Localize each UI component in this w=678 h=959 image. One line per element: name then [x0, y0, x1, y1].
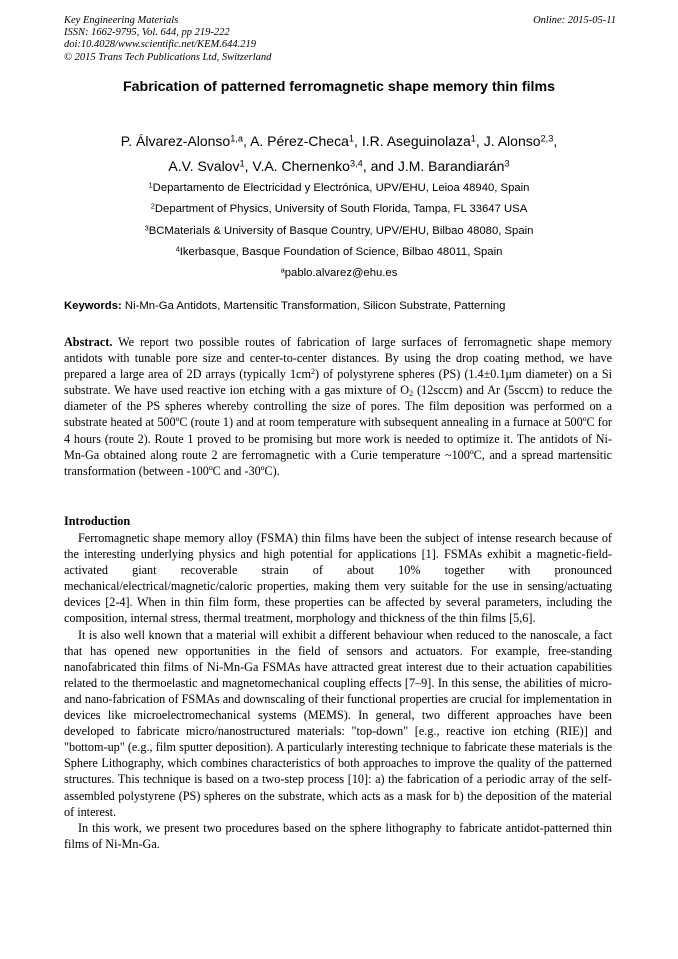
affiliation-3: $^3$BCMaterials & University of Basque Country, UPV/EHU, Bilbao 48080, Spain: [144, 223, 534, 237]
affiliation-1: $^1$Departamento de Electricidad y Electrónica, UPV/EHU, Leioa 48940, Spain: [148, 180, 530, 194]
running-header: [64, 15, 616, 64]
journal-name: Key Engineering Materials: [64, 15, 179, 26]
affiliation-2: $^2$Department of Physics, University of South Florida, Tampa, FL 33647 USA: [150, 201, 528, 216]
author: A. Pérez-Checa$^1$,: [250, 133, 362, 149]
keywords: [64, 300, 624, 312]
paper-title: Fabrication of patterned ferromagnetic shape memory thin films: [122, 79, 555, 95]
author: P. Álvarez-Alonso$^{1,a}$,: [120, 133, 251, 149]
author: I.R. Aseguinolaza$^1$,: [361, 133, 484, 149]
keywords-label: Keywords:: [64, 300, 122, 312]
intro-paragraph-3: In this work, we present two procedures based on the sphere lithography to fabricate antidot-patterned thin films of Ni-Mn-Ga.: [64, 820, 612, 851]
abstract: Abstract. We report two possible routes of fabrication of large surfaces of ferromagnetic shape memory antidots with tunable pore size and center-to-center distances. By using the drop coating method, we have prepared a large area of 2D arrays (typically $1cm^2$) of polystyrene spheres (PS) (1.4±0.1μm diameter) on a Si substrate. We have used reactive ion etching with a gas mixture of $O_2$ (12sccm) and Ar (5sccm) to reduce the diameter of the PS spheres whereby controlling the size of pores. The film deposition was performed on a substrate heated at 500ºC (route 1) and at room temperature with subsequent annealing in a furnace at 500ºC for 4 hours (route 2). Route 1 proved to be promising but more work is needed to optimize it. The antidots of Ni-Mn-Ga obtained along route 2 are ferromagnetic with a Curie temperature ~100ºC, and a spread martensitic transformation (between -100ºC and -30ºC).: [64, 335, 613, 478]
affiliation-4: $^4$Ikerbasque, Basque Foundation of Science, Bilbao 48011, Spain: [175, 244, 503, 258]
introduction-body: [64, 530, 612, 852]
author: J.M. Barandiarán$^3$: [397, 158, 510, 174]
issn-line: ISSN: 1662-9795, Vol. 644, pp 219-222: [64, 27, 230, 39]
affiliation-list: [30, 178, 648, 284]
keywords-text: Ni-Mn-Ga Antidots, Martensitic Transformation, Silicon Substrate, Patterning: [121, 300, 506, 312]
abstract-label: Abstract.: [64, 335, 113, 349]
intro-paragraph-1: Ferromagnetic shape memory alloy (FSMA) thin films have been the subject of intense research because of the interesting underlying physics and high potential for applications [1]. FSMAs exhibit a magnetic-field-activated giant recoverable strain of about 10% together with pronounced mechanical/electrical/magnetic/caloric properties, making them very suitable for the use in sensing/actuating devices [2-4]. When in thin film form, these properties can be affected by several parameters, including the composition, internal stress, thermal treatment, morphology and thickness of the thin films [5,6].: [64, 531, 612, 626]
author: A.V. Svalov$^1$,: [168, 158, 253, 174]
author: V.A. Chernenko$^{3,4}$, and: [252, 158, 398, 174]
intro-paragraph-2: It is also well known that a material will exhibit a different behaviour when reduced to the nanoscale, a fact that has opened new opportunities in the field of sensors and actuators. For example, free-standing nanofabricated thin films of Ni-Mn-Ga FSMAs have attracted great interest due to their actuation capabilities related to the thermoelastic and magnetomechanical coupling effects [7–9]. In this sense, the abilities of micro- and nano-fabrication of FSMAs and downscaling of their functional properties are crucial for implementation in devices like microelectromechanical systems (MEMS). In general, two different approaches have been developed to fabricate micro/nanostructured materials: "top-down" [e.g., reactive ion etching (RIE)] and "bottom-up" (e.g., film sputter deposition). A particularly interesting technique to fabricate these materials is the Sphere Lithography, which combines characteristics of both approaches to improve the quality of the patterned structures. This technique is based on a two-step process [10]: a) the fabrication of a periodic array of the self-assembled polystyrene (PS) spheres on the substrate, which acts as a mask for b) the deposition of the material of interest.: [64, 627, 612, 819]
corresponding-email[interactable]: $^a$pablo.alvarez@ehu.es: [280, 265, 398, 280]
copyright-line: © 2015 Trans Tech Publications Ltd, Switzerland: [64, 51, 272, 63]
doi-line: doi:10.4028/www.scientific.net/KEM.644.219: [64, 39, 256, 51]
online-date: Online: 2015-05-11: [533, 15, 616, 26]
introduction-heading: Introduction: [64, 514, 131, 528]
author: J. Alonso$^{2,3}$,: [483, 133, 558, 149]
author-list: [30, 129, 648, 179]
